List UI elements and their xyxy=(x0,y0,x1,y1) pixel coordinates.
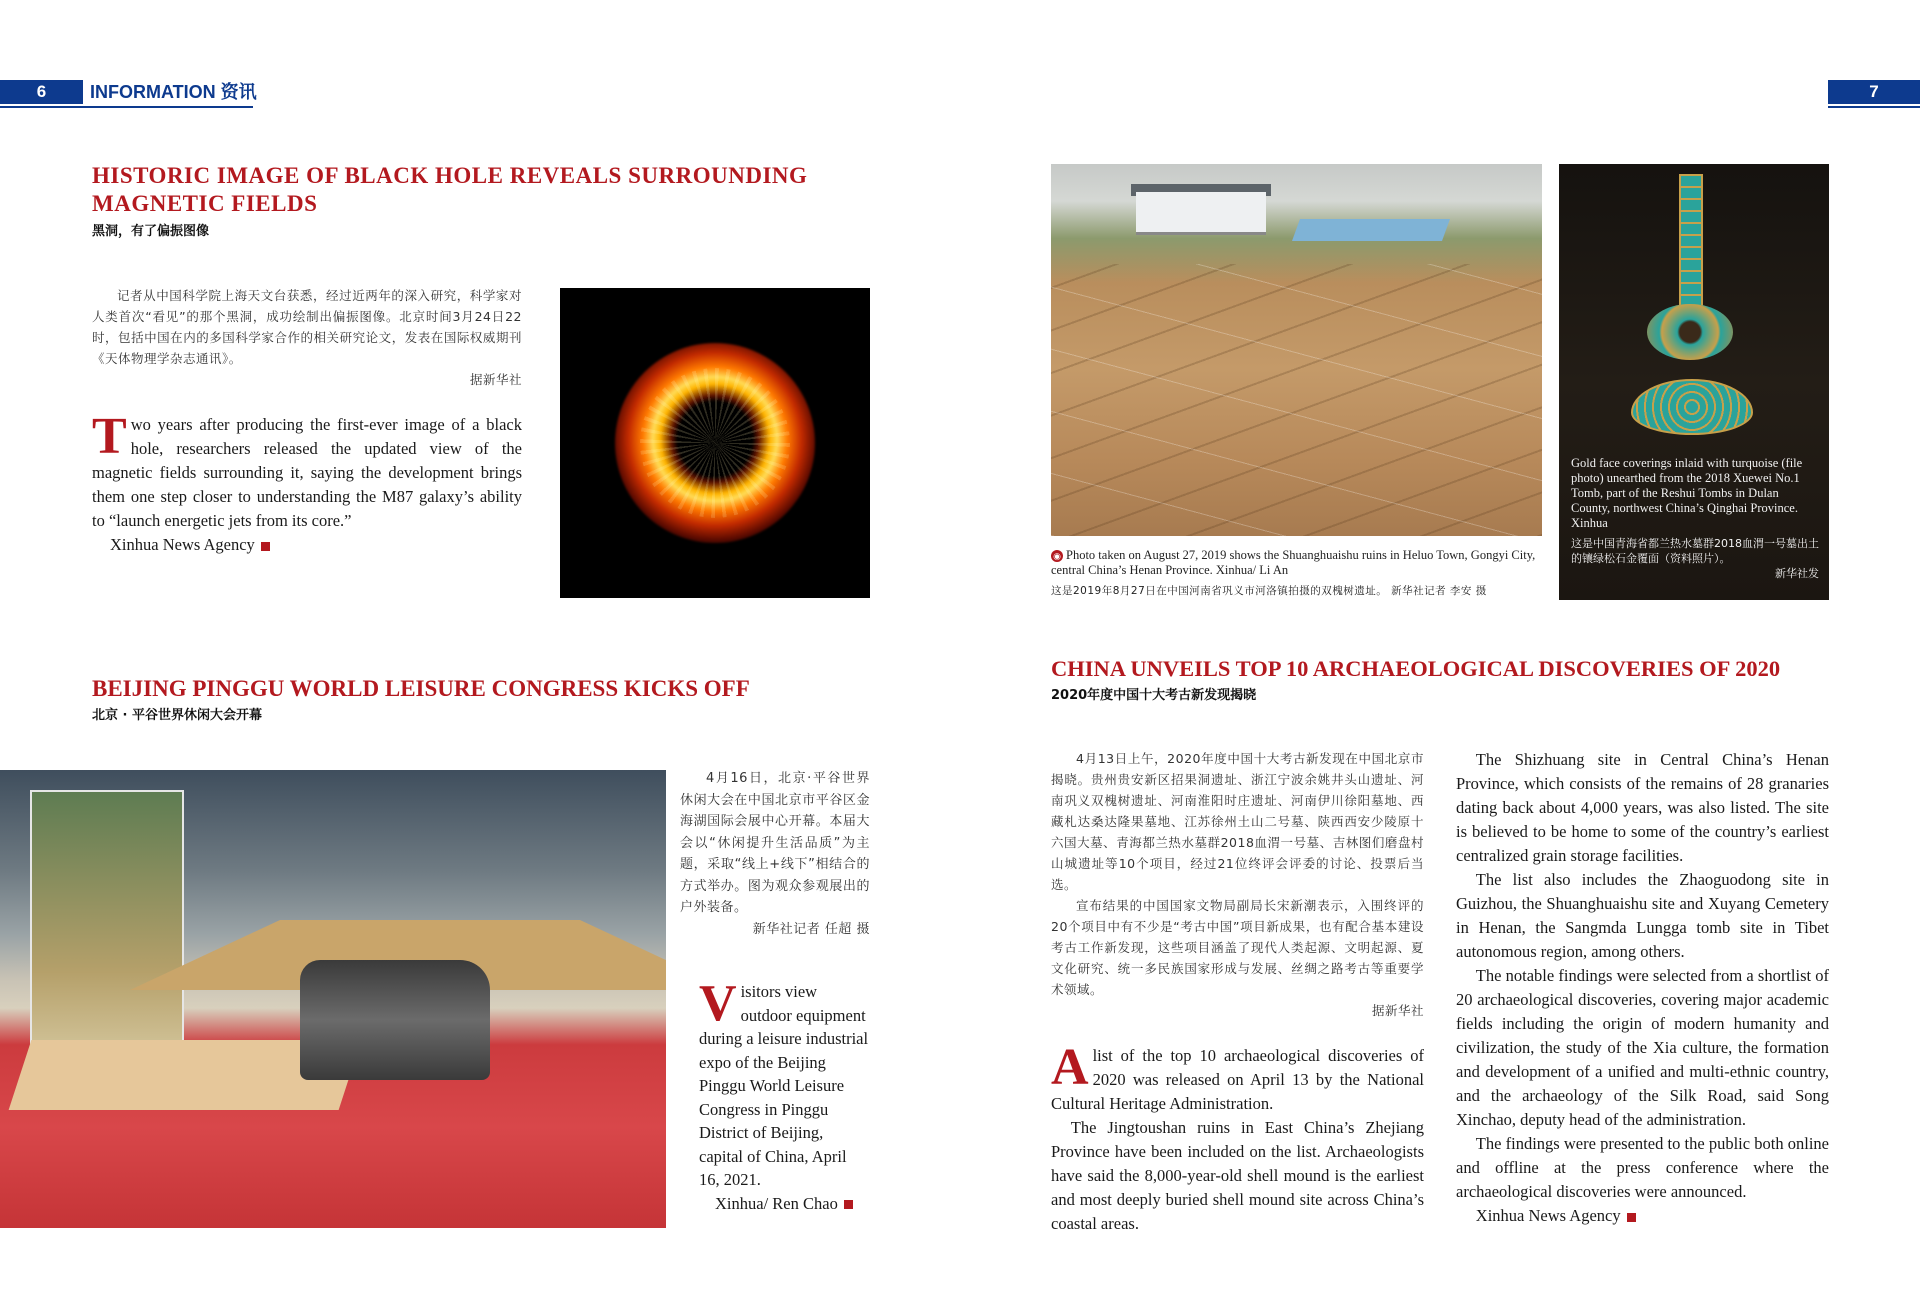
expo-vehicle xyxy=(300,960,490,1080)
ruins-building xyxy=(1136,192,1266,235)
article3-en-p6: The findings were presented to the public both online and offline at the press conference where the archaeological discoveries were announced. xyxy=(1456,1134,1829,1201)
article2-en-body xyxy=(699,975,870,1215)
magnetic-field-streaks xyxy=(640,368,790,518)
header-left xyxy=(0,78,257,108)
ruins-caption xyxy=(1051,548,1542,599)
header-rule-right xyxy=(1828,106,1920,108)
article2-cn-body xyxy=(680,768,870,940)
black-hole-image xyxy=(560,288,870,598)
article1-credit-line xyxy=(92,533,522,557)
gold-face-covering-photo xyxy=(1559,164,1829,600)
ruins-blue-pool xyxy=(1292,219,1450,241)
article3-en-p5: The notable findings were selected from a shortlist of 20 archaeological discoveries, covering major academic fields including the origin of modern humanity and civilization, the study of the Xia culture, the formation and development of a unified and multi-ethnic country, and the archaeology of the Silk Road, said Song Xinchao, deputy head of the administration. xyxy=(1456,966,1829,1129)
article1-cn-body xyxy=(92,285,522,390)
article2-credit-line xyxy=(699,1192,870,1216)
article2-title: BEIJING PINGGU WORLD LEISURE CONGRESS KICKS OFF xyxy=(92,676,750,701)
page-number-right: 7 xyxy=(1828,80,1920,104)
gold-caption-cn-source: 新华社发 xyxy=(1775,567,1819,580)
leisure-expo-photo xyxy=(0,770,666,1228)
article3-en-col1 xyxy=(1051,1039,1424,1236)
article1-title: HISTORIC IMAGE OF BLACK HOLE REVEALS SURROUNDING MAGNETIC FIELDS xyxy=(92,163,808,216)
excavation-grid xyxy=(1051,264,1542,536)
article2-cn-source: 新华社记者 任超 摄 xyxy=(752,921,870,937)
article3-title: CHINA UNVEILS TOP 10 ARCHAEOLOGICAL DISCOVERIES OF 2020 xyxy=(1051,656,1781,681)
article3-cn-source: 据新华社 xyxy=(1371,1003,1424,1018)
article3-en-col2 xyxy=(1456,748,1829,1228)
gold-caption-cn: 这是中国青海省都兰热水墓群2018血渭一号墓出土的镶绿松石金覆面（资料照片）。 xyxy=(1571,537,1819,565)
article3-drop-cap: A xyxy=(1051,1039,1089,1096)
page-number-left: 6 xyxy=(0,80,83,104)
camera-icon: ◉ xyxy=(1051,550,1063,562)
section-label: INFORMATION 资讯 xyxy=(90,82,257,102)
article1-credit: Xinhua News Agency xyxy=(110,535,255,554)
shuanghuaishu-ruins-photo xyxy=(1051,164,1542,536)
article3-subtitle: 2020年度中国十大考古新发现揭晓 xyxy=(1051,688,1257,703)
gold-caption-en: Gold face coverings inlaid with turquoise (file photo) unearthed from the 2018 Xuewei No.1 Tomb, part of the Reshui Tombs in Dulan County, northwest China’s Qinghai Province. Xinhua xyxy=(1571,456,1803,530)
article3-credit: Xinhua News Agency xyxy=(1475,1206,1621,1225)
article3-credit-line xyxy=(1456,1204,1829,1228)
gold-caption-cn-block xyxy=(1571,536,1819,581)
article1-en-body xyxy=(92,408,522,557)
article2-cn-text: 4月16日，北京·平谷世界休闲大会在中国北京市平谷区金海湖国际会展中心开幕。本届大会以“休闲提升生活品质”为主题，采取“线上+线下”相结合的方式举办。图为观众参观展出的户外装备。 xyxy=(680,771,870,915)
article1-cn-source: 据新华社 xyxy=(469,372,522,387)
article1-cn-text: 记者从中国科学院上海天文台获悉，经过近两年的深入研究，科学家对人类首次“看见”的那个黑洞，成功绘制出偏振图像。北京时间3月24日22时，包括中国在内的多国科学家合作的相关研究论文，发表在国际权威期刊《天体物理学杂志通讯》。 xyxy=(92,288,522,366)
ruins-caption-cn: 这是2019年8月27日在中国河南省巩义市河洛镇拍摄的双槐树遗址。 新华社记者 李安 摄 xyxy=(1051,585,1487,597)
article3-cn-p2: 宣布结果的中国国家文物局副局长宋新潮表示，入围终评的20个项目中有不少是“考古中国”项目新成果，也有配合基本建设考古工作新发现，这些项目涵盖了现代人类起源、文明起源、夏文化研究、统一多民族国家形成与发展、丝绸之路考古等重要学术领域。 xyxy=(1051,898,1424,997)
article1-drop-cap: T xyxy=(92,408,127,465)
end-mark-icon xyxy=(261,542,270,551)
article1-en-text: wo years after producing the first-ever image of a black hole, researchers released the updated view of the magnetic fields surrounding it, saying the development brings them one step closer to understanding the M87 galaxy’s ability to “launch energetic jets from its core.” xyxy=(92,415,522,530)
header-rule-left xyxy=(0,106,253,108)
article1-subtitle: 黑洞，有了偏振图像 xyxy=(92,224,210,239)
end-mark-icon xyxy=(1627,1213,1636,1222)
article2-drop-cap: V xyxy=(699,975,737,1032)
article3-cn-body xyxy=(1051,748,1424,1021)
article2-en-text: isitors view outdoor equipment during a leisure industrial expo of the Beijing Pinggu World Leisure Congress in Pinggu District of Beijing, capital of China, April 16, 2021. xyxy=(699,982,869,1189)
article3-en-p3: The Shizhuang site in Central China’s Henan Province, which consists of the remains of 28 granaries dating back about 4,000 years, was also listed. The site is believed to be home to some of the country’s earliest centralized grain storage facilities. xyxy=(1456,750,1829,865)
header-right xyxy=(1828,78,1920,108)
article3-en-p4: The list also includes the Zhaoguodong site in Guizhou, the Shuanghuaishu site and Xuyang Cemetery in Henan, the Sangmda Lungga tomb site in Tibet autonomous region, among others. xyxy=(1456,870,1829,961)
ruins-caption-en: Photo taken on August 27, 2019 shows the Shuanghuaishu ruins in Heluo Town, Gongyi City, central China’s Henan Province. Xinhua/ Li An xyxy=(1051,548,1536,577)
article3-en-p2: The Jingtoushan ruins in East China’s Zhejiang Province have been included on the list. Archaeologists have said the 8,000-year-old shell mound is the earliest and most deeply buried shell mound site across China’s coastal areas. xyxy=(1051,1118,1424,1233)
article2-subtitle: 北京 · 平谷世界休闲大会开幕 xyxy=(92,708,262,723)
article3-en-p1: list of the top 10 archaeological discoveries of 2020 was released on April 13 by the National Cultural Heritage Administration. xyxy=(1051,1046,1424,1113)
article3-cn-p1: 4月13日上午，2020年度中国十大考古新发现在中国北京市揭晓。贵州贵安新区招果洞遗址、浙江宁波余姚井头山遗址、河南巩义双槐树遗址、河南淮阳时庄遗址、河南伊川徐阳墓地、西藏札达桑达隆果墓地、江苏徐州土山二号墓、陕西西安少陵原十六国大墓、青海都兰热水墓群2018血渭一号墓、吉林图们磨盘村山城遗址等10个项目，经过21位终评会评委的讨论、投票后当选。 xyxy=(1051,751,1424,892)
gold-turquoise-wing xyxy=(1631,379,1753,435)
article2-credit: Xinhua/ Ren Chao xyxy=(715,1193,838,1213)
end-mark-icon xyxy=(844,1200,853,1209)
gold-turquoise-disc xyxy=(1647,304,1733,360)
